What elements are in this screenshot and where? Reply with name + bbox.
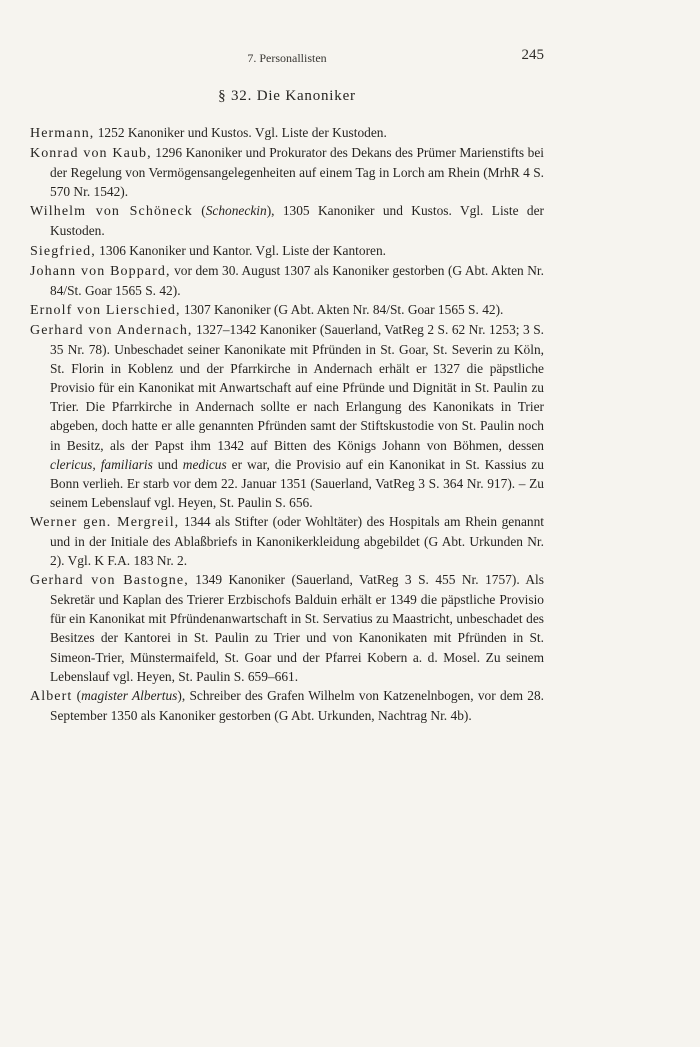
- entry-italic: magister Albertus: [81, 687, 178, 703]
- entry-name: Gerhard von Bastogne,: [30, 573, 189, 589]
- entry-name: Hermann,: [30, 126, 95, 141]
- entry-name: Gerhard von Andernach,: [30, 322, 193, 338]
- entry-text: 1252 Kanoniker und Kustos. Vgl. Liste der Kustoden.: [94, 125, 387, 140]
- entry-name: Johann von Boppard,: [30, 263, 171, 279]
- entry-albert: [30, 686, 544, 725]
- entry-name: Wilhelm von Schöneck: [30, 204, 193, 220]
- entry-name: Werner gen. Mergreil,: [30, 514, 180, 530]
- entry-gerhard-von-andernach: [30, 320, 544, 512]
- entry-gerhard-von-bastogne: [30, 570, 544, 686]
- entry-text: 1307 Kanoniker (G Abt. Akten Nr. 84/St. Goar 1565 S. 42).: [180, 301, 504, 317]
- entry-text: und: [152, 456, 183, 472]
- entry-siegfried: [30, 241, 544, 261]
- entry-text: 1306 Kanoniker und Kantor. Vgl. Liste der Kantoren.: [95, 242, 387, 258]
- entry-italic: Schoneckin: [205, 203, 267, 219]
- entry-text: (: [192, 203, 206, 219]
- entry-name: Konrad von Kaub,: [30, 146, 152, 162]
- entry-johann-von-boppard: [30, 261, 544, 300]
- section-heading: § 32. Die Kanoniker: [218, 88, 356, 104]
- entry-text: 1344 als Stifter (oder Wohltäter) des Hospitals am Rhein genannt und in der Initiale des Ablaßbriefs in Kanonikerkleidung abgebildet (G Abt. Urkunden Nr. 2). Vgl. K F.A. 183 Nr. 2.: [50, 513, 544, 569]
- entry-text: vor dem 30. August 1307 als Kanoniker gestorben (G Abt. Akten Nr. 84/St. Goar 1565 S. 42).: [50, 262, 544, 298]
- entry-name: Siegfried,: [30, 243, 96, 259]
- entry-wilhelm-von-schoeneck: [30, 201, 544, 240]
- entry-italic: clericus, familiaris: [50, 456, 153, 472]
- running-title: 7. Personallisten: [247, 51, 327, 65]
- entry-text: ), Schreiber des Grafen Wilhelm von Katzenelnbogen, vor dem 28. September 1350 als Kanoniker gestorben (G Abt. Urkunden, Nachtrag Nr. 4b).: [50, 687, 544, 723]
- entry-italic: medicus: [182, 456, 227, 472]
- page-header: [30, 47, 544, 71]
- entry-ernolf-von-lierschied: [30, 300, 544, 320]
- entry-text: 1349 Kanoniker (Sauerland, VatReg 3 S. 455 Nr. 1757). Als Sekretär und Kaplan des Trierer Erzbischofs Balduin erhält er 1349 die päpstliche Provisio für ein Kanonikat mit Pfründenanwartschaft in St. Servatius zu Maastricht, unbeschadet des Besitzes der Kantorei in St. Paulin zu Trier und von Kanonikaten mit Pfründen in St. Simeon-Trier, Münstermaifeld, St. Goar und der Pfarrei Kobern a. d. Mosel. Zu seinem Lebenslauf vgl. Heyen, St. Paulin S. 659–661.: [50, 572, 544, 684]
- entry-text: er war, die Provisio auf ein Kanonikat in St. Kassius zu Bonn verlieh. Er starb vor dem 22. Januar 1351 (Sauerland, VatReg 3 S. 364 Nr. 917). – Zu seinem Lebenslauf vgl. Heyen, St. Paulin S. 656.: [50, 456, 544, 510]
- entry-name: Albert: [30, 688, 73, 704]
- entry-werner-gen-mergreil: [30, 512, 544, 570]
- page-number: 245: [521, 47, 544, 63]
- entry-konrad-von-kaub: [30, 143, 544, 201]
- entry-hermann: [30, 123, 544, 143]
- entry-list: [30, 123, 544, 725]
- entry-text: (: [72, 687, 82, 703]
- entry-text: 1296 Kanoniker und Prokurator des Dekans des Prümer Marienstifts bei der Regelung von Vermögensangelegenheiten auf einem Tag in Lorch am Rhein (MrhR 4 S. 570 Nr. 1542).: [50, 145, 544, 200]
- entry-text: ), 1305 Kanoniker und Kustos. Vgl. Liste der Kustoden.: [50, 203, 544, 239]
- entry-text: 1327–1342 Kanoniker (Sauerland, VatReg 2 S. 62 Nr. 1253; 3 S. 35 Nr. 78). Unbeschadet seiner Kanonikate mit Pfründen in St. Goar, St. Severin zu Köln, St. Florin in Koblenz und der Pfarrkirche in Andernach erhält er 1327 die päpstliche Provisio für ein Kanonikat mit Anwartschaft auf eine Pfründe und Dignität in St. Paulin zu Trier. Die Pfarrkirche in Andernach sollte er nach Erlangung des Kanonikats in Trier abgeben, doch hatte er alle genannten Pfründen samt der Stiftskustodie von St. Paulin noch in Besitz, als der Papst ihm 1342 auf Bitten des Königs Johann von Böhmen, dessen: [50, 321, 544, 453]
- entry-name: Ernolf von Lierschied,: [30, 302, 181, 318]
